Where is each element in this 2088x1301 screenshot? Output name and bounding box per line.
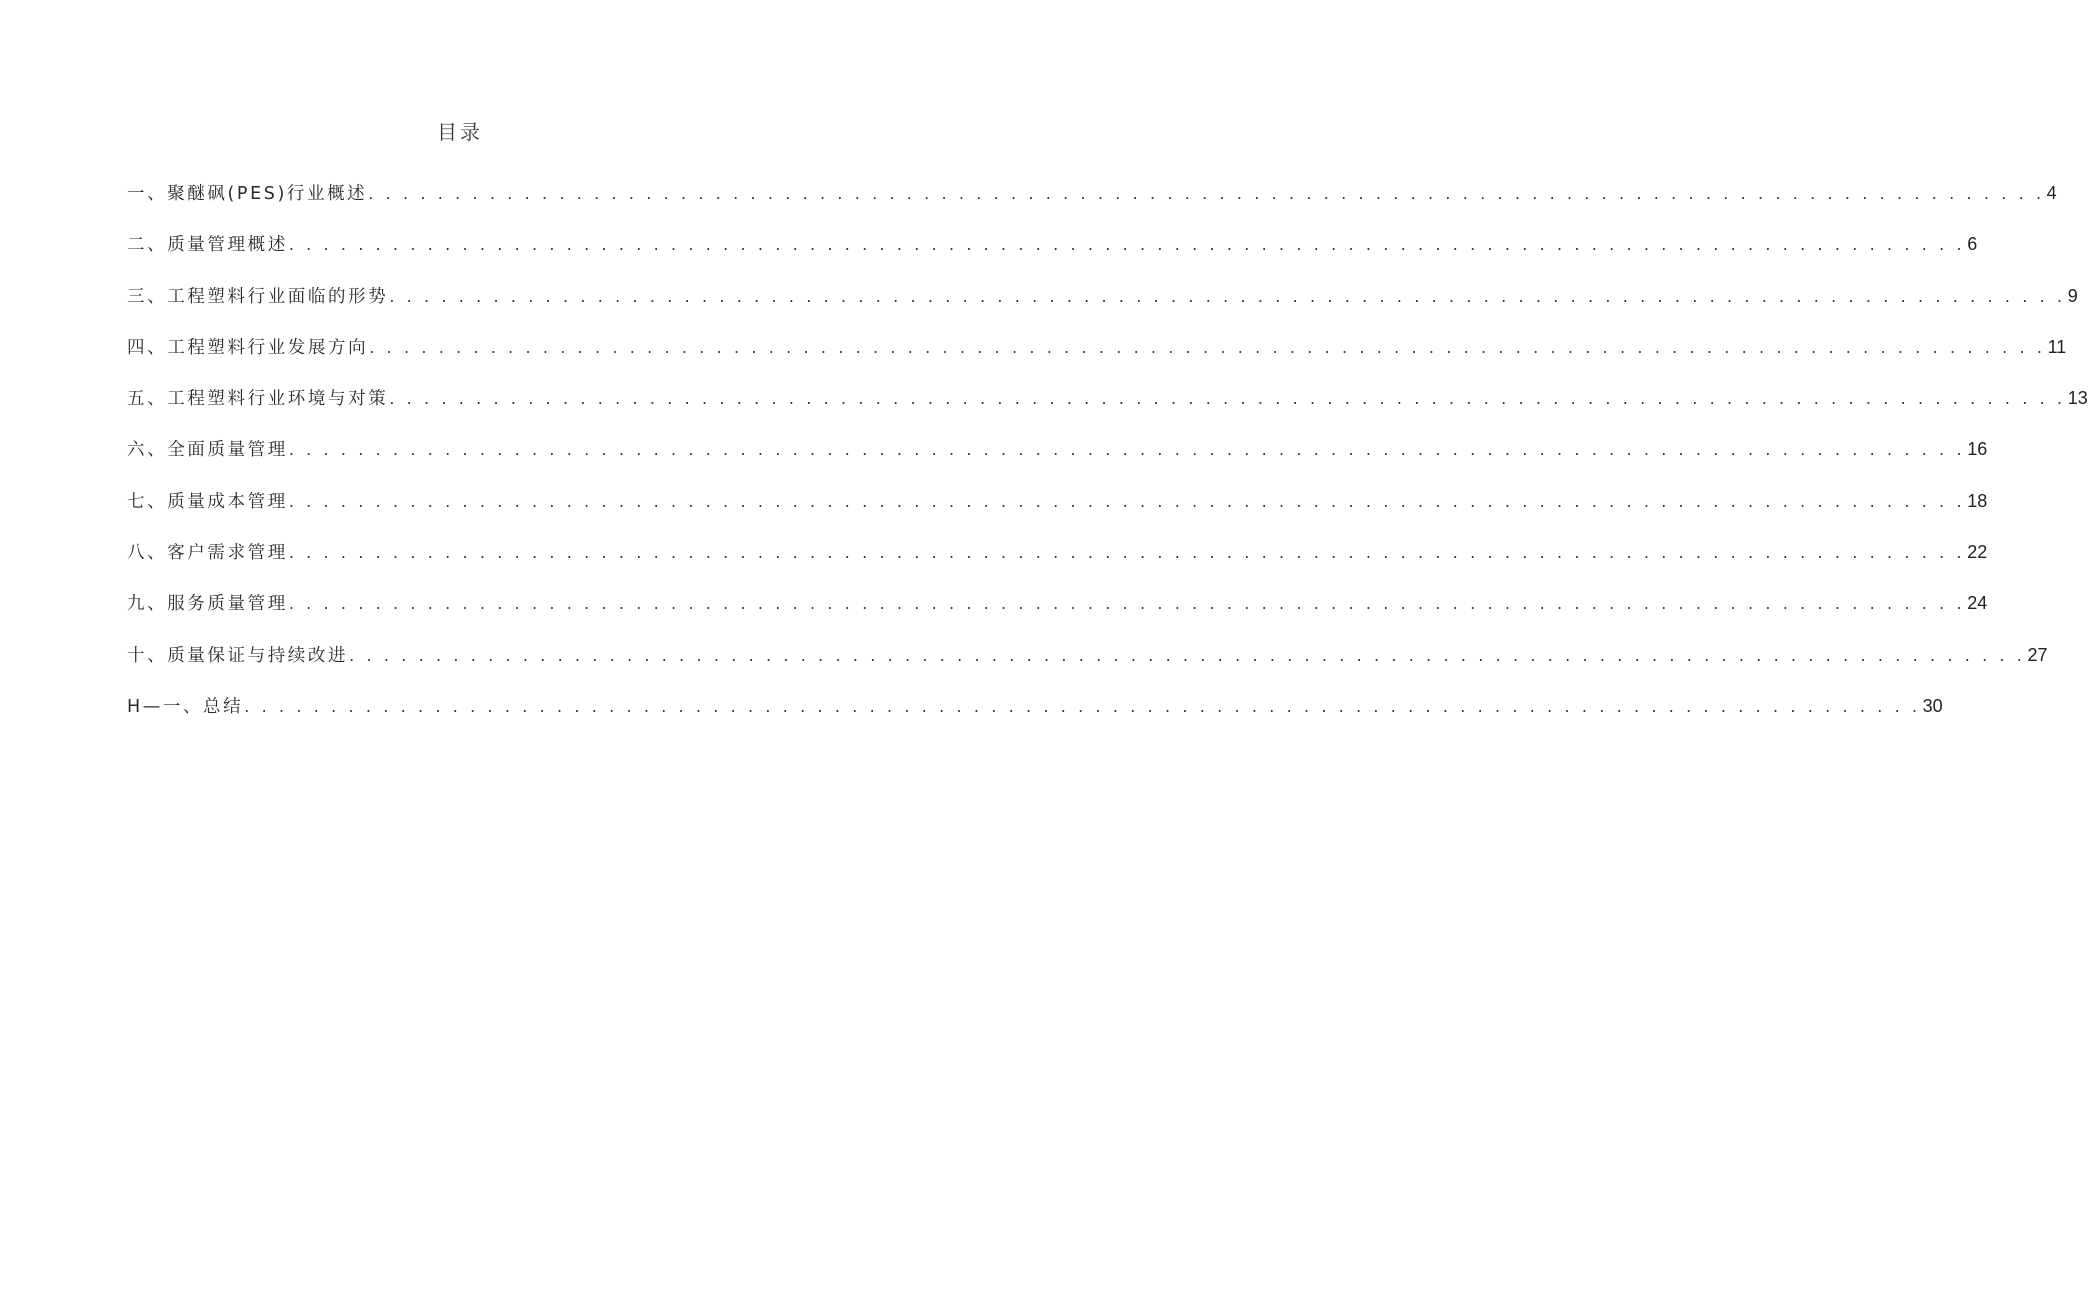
toc-entry-label: 一、聚醚砜(PES)行业概述 [127,184,368,204]
toc-entry-label: 十、质量保证与持续改进 [127,645,349,666]
toc-dot-leader: . . . . . . . . . . . . . . . . . . . . . . . . . . . . . . . . . . . . . . . . . . . . . . . . . . . . . . . . . . . . . . . . . . . . . . . . . . . . . . . . . . . . . . . . . . . . . . . . . [389,389,2066,409]
toc-entry[interactable] [127,278,2078,329]
toc-entry-label: 七、质量成本管理 [127,491,288,512]
toc-entry[interactable] [127,329,2067,380]
toc-entry[interactable] [127,585,1988,636]
toc-list [127,175,2088,739]
toc-entry-page: 13 [2067,388,2088,409]
toc-entry[interactable] [127,431,1988,482]
toc-entry[interactable] [127,637,2048,688]
toc-entry-label: H—一、总结 [127,696,244,717]
toc-entry-page: 11 [2047,336,2067,357]
toc-entry-label: 六、全面质量管理 [127,440,288,461]
toc-entry[interactable] [127,226,1978,277]
toc-entry-page: 16 [1967,439,1988,460]
toc-dot-leader: . . . . . . . . . . . . . . . . . . . . . . . . . . . . . . . . . . . . . . . . . . . . . . . . . . . . . . . . . . . . . . . . . . . . . . . . . . . . . . . . . . . . . . . . . . . . . . . . . [288,491,1966,511]
toc-entry[interactable] [127,380,2088,431]
toc-dot-leader: . . . . . . . . . . . . . . . . . . . . . . . . . . . . . . . . . . . . . . . . . . . . . . . . . . . . . . . . . . . . . . . . . . . . . . . . . . . . . . . . . . . . . . . . . . . . . . . . . [288,594,1966,614]
toc-entry-label: 三、工程塑料行业面临的形势 [127,286,389,307]
toc-entry[interactable] [127,175,2057,226]
toc-dot-leader: . . . . . . . . . . . . . . . . . . . . . . . . . . . . . . . . . . . . . . . . . . . . . . . . . . . . . . . . . . . . . . . . . . . . . . . . . . . . . . . . . . . . . . . . . . . . . . . . . [288,440,1966,460]
toc-entry-page: 9 [2067,285,2078,306]
toc-entry-label: 五、工程塑料行业环境与对策 [127,389,389,410]
toc-entry-label: 九、服务质量管理 [127,594,288,615]
toc-entry-page: 18 [1967,490,1988,511]
toc-entry-page: 22 [1967,542,1988,563]
toc-entry-page: 30 [1922,695,1943,716]
toc-entry-page: 24 [1967,593,1988,614]
toc-dot-leader: . . . . . . . . . . . . . . . . . . . . . . . . . . . . . . . . . . . . . . . . . . . . . . . . . . . . . . . . . . . . . . . . . . . . . . . . . . . . . . . . . . . . . . . . . . . . . . . . . [349,645,2026,665]
toc-entry-label: 八、客户需求管理 [127,543,288,564]
toc-entry-label: 二、质量管理概述 [127,235,288,256]
toc-entry[interactable] [127,483,1988,534]
toc-entry-page: 6 [1967,234,1978,255]
toc-dot-leader: . . . . . . . . . . . . . . . . . . . . . . . . . . . . . . . . . . . . . . . . . . . . . . . . . . . . . . . . . . . . . . . . . . . . . . . . . . . . . . . . . . . . . . . . . . . . . . . . . [288,543,1966,563]
toc-entry[interactable] [127,688,1943,739]
toc-entry-page: 27 [2027,644,2048,665]
toc-dot-leader: . . . . . . . . . . . . . . . . . . . . . . . . . . . . . . . . . . . . . . . . . . . . . . . . . . . . . . . . . . . . . . . . . . . . . . . . . . . . . . . . . . . . . . . . . . . . . . . . . [368,184,2045,203]
toc-dot-leader: . . . . . . . . . . . . . . . . . . . . . . . . . . . . . . . . . . . . . . . . . . . . . . . . . . . . . . . . . . . . . . . . . . . . . . . . . . . . . . . . . . . . . . . . . . . . . . . . . [244,696,1921,716]
toc-dot-leader: . . . . . . . . . . . . . . . . . . . . . . . . . . . . . . . . . . . . . . . . . . . . . . . . . . . . . . . . . . . . . . . . . . . . . . . . . . . . . . . . . . . . . . . . . . . . . . . . . [369,337,2046,357]
toc-dot-leader: . . . . . . . . . . . . . . . . . . . . . . . . . . . . . . . . . . . . . . . . . . . . . . . . . . . . . . . . . . . . . . . . . . . . . . . . . . . . . . . . . . . . . . . . . . . . . . . . . [288,235,1966,255]
toc-dot-leader: . . . . . . . . . . . . . . . . . . . . . . . . . . . . . . . . . . . . . . . . . . . . . . . . . . . . . . . . . . . . . . . . . . . . . . . . . . . . . . . . . . . . . . . . . . . . . . . . . [389,286,2066,306]
toc-entry[interactable] [127,534,1988,585]
toc-entry-page: 4 [2046,183,2057,203]
toc-entry-label: 四、工程塑料行业发展方向 [127,337,369,358]
toc-title: 目录 [437,120,483,144]
